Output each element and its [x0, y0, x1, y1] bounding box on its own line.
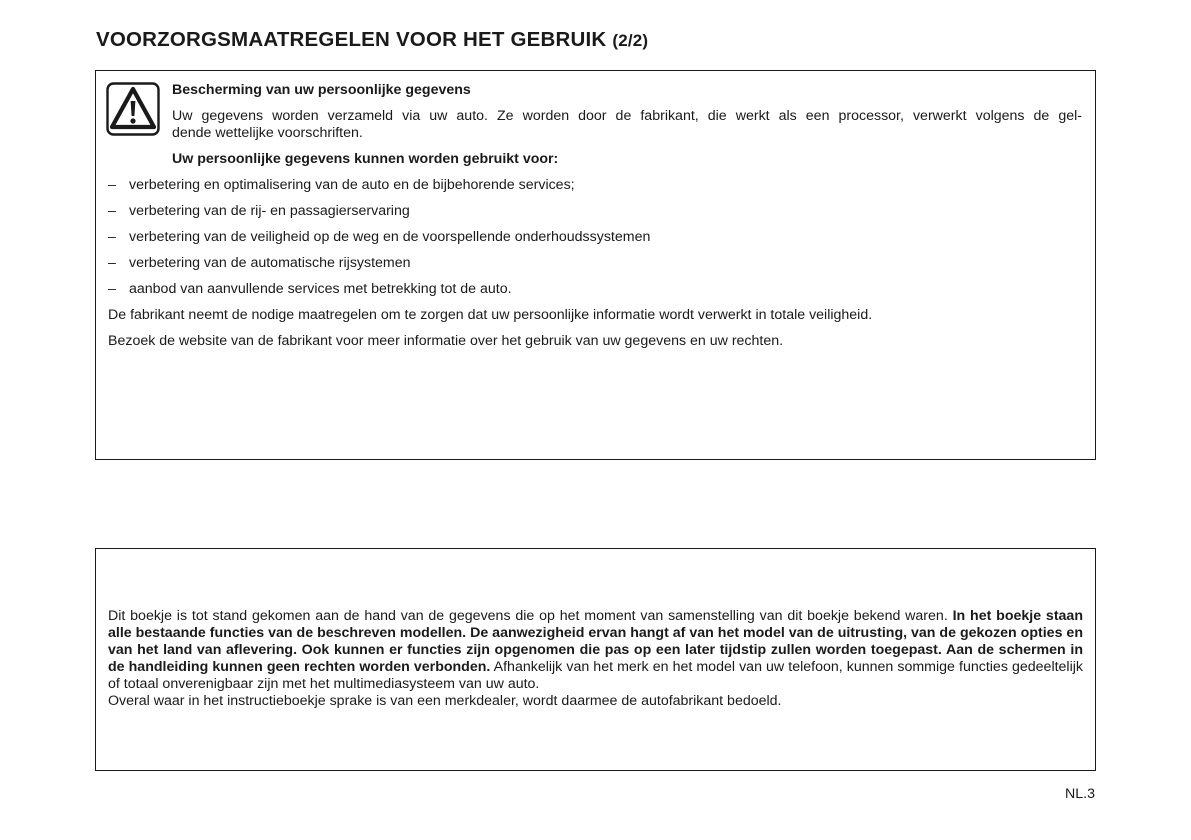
privacy-closing-website: Bezoek de website van de fabrikant voor meer informatie over het gebruik van uw gegevens en uw rechten.: [108, 333, 784, 349]
disclaimer-part1: Dit boekje is tot stand gekomen aan de hand van de gegevens die op het moment van samenstelling van dit boekje bekend waren.: [108, 608, 948, 624]
list-item: verbetering van de rij- en passagierservaring: [129, 203, 410, 219]
bullet-marker: –: [108, 281, 116, 297]
list-item: aanbod van aanvullende services met betrekking tot de auto.: [129, 281, 512, 297]
list-item: verbetering van de automatische rijsystemen: [129, 255, 411, 271]
list-item: verbetering en optimalisering van de auto en de bijbehorende services;: [129, 177, 575, 193]
privacy-closing-security: De fabrikant neemt de nodige maatregelen om te zorgen dat uw persoonlijke informatie wordt verwerkt in totale veiligheid.: [108, 307, 873, 323]
privacy-intro-line2: dende wettelijke voorschriften.: [172, 125, 363, 141]
bullet-marker: –: [108, 177, 116, 193]
disclaimer-dealer-note: Overal waar in het instructieboekje sprake is van een merkdealer, wordt daarmee de autofabrikant bedoeld.: [108, 693, 782, 709]
page-title-text: VOORZORGSMAATREGELEN VOOR HET GEBRUIK: [96, 28, 607, 51]
page-title: [96, 28, 648, 52]
warning-triangle-icon: [106, 82, 160, 136]
disclaimer-text: [108, 608, 1083, 710]
privacy-warning-box: [95, 70, 1096, 460]
disclaimer-paragraph: [108, 608, 1083, 693]
disclaimer-box: [95, 548, 1096, 771]
list-item: verbetering van de veiligheid op de weg en de voorspellende onderhoudssystemen: [129, 229, 651, 245]
bullet-marker: –: [108, 203, 116, 219]
disclaimer-bold-statement: In het boekje staan alle bestaande functies van de beschreven modellen. De aanwezigheid ervan hangt af van het model van de uitrusting, van de gekozen opties en van het land van aflevering. Ook kunnen er functies zijn opgenomen die pas op een later tijdstip zullen worden toegepast. Aan de schermen in de handleiding kunnen geen rechten worden verbonden.: [108, 608, 1083, 675]
bullet-marker: –: [108, 229, 116, 245]
privacy-heading: Bescherming van uw persoonlijke gegevens: [172, 82, 471, 98]
bullet-marker: –: [108, 255, 116, 271]
disclaimer-phone-compatibility: Afhankelijk van het merk en het model van uw telefoon, kunnen sommige functies gedeeltelijk of totaal onverenigbaar zijn met het multimediasysteem van uw auto.: [108, 659, 1083, 692]
page-title-suffix: (2/2): [612, 31, 649, 50]
page-number: NL.3: [1065, 786, 1095, 802]
privacy-intro-line1: Uw gegevens worden verzameld via uw auto. Ze worden door de fabrikant, die werkt als een processor, verwerkt volgens de gel-: [172, 108, 1082, 124]
privacy-subheading: Uw persoonlijke gegevens kunnen worden gebruikt voor:: [172, 151, 559, 167]
